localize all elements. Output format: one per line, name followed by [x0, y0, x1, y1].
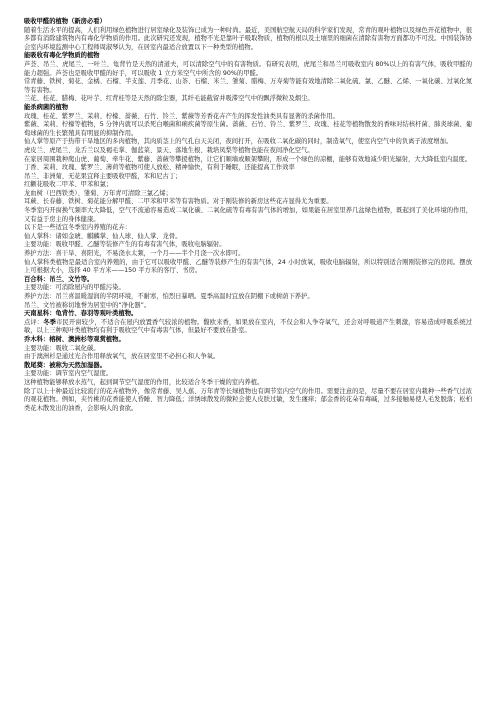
section-heading: 能杀病菌的植物 — [24, 103, 69, 111]
section-heading: 天南星科：龟背竹、春羽等观叶类植物。 — [24, 310, 138, 318]
paragraph: 虎皮兰、虎尾兰、龙舌兰以及褐毛掌、伽蓝菜、景天、落地生根、栽培凤梨等植物也能在夜间净化空气。 — [24, 146, 314, 154]
section-heading: 散尾葵：被称为天然加湿器。 — [24, 361, 106, 369]
paragraph: 养护方法：吊兰喜温暖湿润的半阴环境，不耐寒，怕烈日暴晒。夏季高温时宜放在阴棚下或树荫下养护。 — [24, 293, 314, 300]
paragraph: 这种植物能够释放水蒸气，起到调节空气湿度的作用，比较适合冬季干燥的室内养植。 — [24, 378, 264, 386]
paragraph: 红颧花吸收二甲苯、甲苯和氯； — [24, 181, 113, 189]
paragraph: 龙血树（巴西铁类）、雏菊、万年青可清除三氯乙烯； — [24, 189, 172, 197]
paragraph: 耳蕨、长春藤、铁树、菊花能分解甲醛、二甲苯和甲苯等有害物质。对于刚装修的新房这些花卉显得尤为重要。 — [24, 198, 333, 206]
paragraph: 冬季室内开窗换气频率大大降低，空气不流通容易造成二氧化碳、二氧化硫等有毒有害气体的增加，如果能在居室里养几盆绿色植物，既起到了美化环境的作用，又有益于房主的身体健康。 — [24, 207, 472, 223]
paragraph: 在家居周围栽种爬山虎、葡萄、牵牛花、紫藤、蔷薇等攀援植物，让它们顺墙或顺架攀附，形成一个绿色的凉棚，能够有效地减少阳光辐射，大大降低室内温度。 — [24, 155, 472, 163]
paragraph: 主要功能：可消除屋内的甲醛污染。 — [24, 284, 125, 292]
paragraph-lead: 点评： — [24, 318, 44, 326]
paragraph: 吊兰、文竹被称切地誉为居室中的“净化器”。 — [24, 301, 151, 309]
document-title: 吸收甲醛的植物（新房必看） — [24, 18, 106, 25]
paragraph: 丁香、茉莉、玫瑰、紫罗兰、薄荷等植物可使人放松、精神愉快，有利于睡眠，还能提高工作效率 — [24, 164, 295, 172]
paragraph-emphasis: 冬季 — [43, 318, 57, 326]
paragraph: 以下是一些适宜冬季室内养殖的花卉： — [24, 224, 132, 232]
paragraph: 紫薇、茉莉、柠檬等植物，5 分钟内就可以杀死白喉菌和痢疾菌等原生菌。蔷薇、石竹、铃兰、紫罗兰、玫瑰、桂花等植物散发的香味对结核杆菌、肺炎球菌、葡萄球菌的生长繁殖具有明显的抑制作用。 — [24, 121, 472, 137]
paragraph: 随着生活水平的提高，人们利用绿色植物进行居室绿化及装饰已成为一种时尚。最近，美国航空航天局的科学家们发现，常青的观叶植物以及绿色开花植物中，很多都有消除建筑物内有毒化学物质的作用。此次研究还发现，植物不光是靠叶子吸取物质，植物的根以及土壤里的细菌在清除有害物方面都功不可没。中国装饰协会室内环境监测中心工程师周淑琴认为，在居室内最适合放置以下一种类型的植物。 — [24, 26, 472, 51]
paragraph: 常青藤、铁树、菊花、金橘、石榴、半支莲、月季花、山茶、石榴、米兰、雏菊、腊梅、万寿菊等能有效地清除二氧化硫、氯、乙醚、乙烯、一氧化碳、过氧化氮等有害物。 — [24, 78, 472, 94]
paragraph: 玫瑰、桂花、紫罗兰、茉莉、柠檬、蔷薇、石竹、铃兰、紫薇等芳香花卉产生的挥发性油类具有显著的杀菌作用。 — [24, 112, 339, 120]
paragraph: 主要功能：吸收甲醛、乙醚等装修产生的有毒有害气体，吸收电脑辐射。 — [24, 241, 226, 249]
section-heading: 能吸收有毒化学物质的植物 — [24, 52, 100, 60]
paragraph-text: 市民开窗较少，不适合在屋内放置香气较浓的植物。馥欧来香，如果放在室内，不仅会和人争夺氧气，还会对呼吸道产生刺激，容易造成呼吸系统过敏，以上三种观叶类植物均有利于吸收空气中有毒害气体，但最好不要放在卧室。 — [24, 318, 473, 335]
paragraph: 由于澳洲杉是通过光合作用释放氧气，放在居室里不必担心和人争氧。 — [24, 353, 220, 361]
paragraph: 养护方法：喜干旱、喜阳光，不易浇水太频，一个月——半个月浇一次水即可。 — [24, 250, 245, 258]
paragraph: 主要功能：调节室内空气湿度。 — [24, 370, 113, 378]
document-body — [24, 18, 472, 413]
paragraph: 主要功能：吸收二氧化碳。 — [24, 344, 100, 352]
paragraph: 兰花、桂花、腊梅、花叶芋、红背桂等是天然的除尘器，其纤毛能截留并吸滞空气中的飘浮微粒及烟尘。 — [24, 95, 314, 103]
paragraph — [24, 319, 472, 336]
paragraph: 吊兰、非洲菊、无花果宜释主要吸收甲醛，苯和尼古丁； — [24, 172, 182, 180]
paragraph: 除了以上十种最近比较流行的花卉植物外，像常青藤、吴人蕉、万年青等长绿植物也有调节室内空气的作用。需要注意的是，尽量不要在居室内栽种一些香气过浓的观花植物。例如，夹竹桃的花香能使人昏睡、智力降低；洋绣球散发的微粒会使人皮肤过敏，发生瘙痒；郁金香的花朵有毒碱，过多接触易使人毛发脱落；松柏类花木散发出的油香，会影响人的食欲。 — [24, 387, 472, 412]
paragraph: 仙人掌等原产于热带干旱地区的多肉植物，其肉质茎上的气孔白天关闭，夜间打开，在吸收二氧化碳的同时，制造氧气，使室内空气中的负离子浓度增加。 — [24, 138, 453, 146]
section-heading: 乔木科：榕树、澳洲杉等观赏植物。 — [24, 335, 125, 343]
paragraph: 芦荟、吊兰、虎尾兰、一叶兰、龟背竹是天然的清道夫，可以清除空气中的有害物质。有研究表明，虎尾兰和吊兰可吸收室内 80%以上的有害气体，吸收甲醛的能力超强。芦荟也是吸收甲醛的好手，可以吸收 1 立方米空气中所含的 90%的甲醛。 — [24, 60, 472, 77]
paragraph: 仙人掌科类植物是最适合室内养殖的，由于它可以吸收甲醛、乙醚等装修产生的有害气体，24 小时放氧，吸收电脑辐射，所以特别适合刚刚装修完的房间。摆放上可根据大小，选择 40 平方米——150 平方米的客厅、书房。 — [24, 258, 472, 275]
section-heading: 百合科：吊兰、文竹等。 — [24, 275, 94, 283]
paragraph: 仙人掌科：诸如金琥、麒麟掌、仙人球、仙人掌、龙骨。 — [24, 232, 182, 240]
